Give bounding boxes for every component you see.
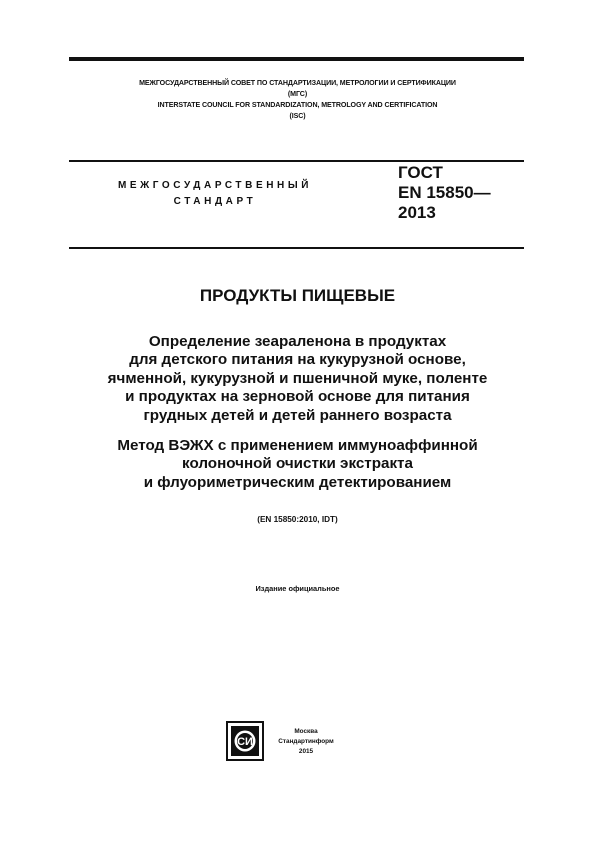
- method-line: колоночной очистки экстракта: [182, 455, 413, 473]
- method-line: Метод ВЭЖХ с применением иммуноаффинной: [117, 437, 478, 454]
- council-abbr-en: (ISC): [289, 112, 306, 120]
- standard-kind-line1: МЕЖГОСУДАРСТВЕННЫЙ: [117, 180, 313, 191]
- standard-number-line3: 2013: [398, 203, 436, 222]
- subtitle-line: грудных детей и детей раннего возраста: [143, 406, 452, 424]
- subtitle-line: Определение зеараленона в продуктах: [148, 333, 447, 350]
- publisher-block: [266, 727, 346, 757]
- bottom-rule: [69, 247, 524, 249]
- document-title: ПРОДУКТЫ ПИЩЕВЫЕ: [199, 286, 396, 305]
- logo-text: СИ: [237, 736, 253, 748]
- edition-note: Издание официальное: [255, 584, 340, 593]
- council-name-en: INTERSTATE COUNCIL FOR STANDARDIZATION, METROLOGY AND CERTIFICATION: [157, 101, 438, 109]
- standard-identity: (EN 15850:2010, IDT): [257, 515, 338, 524]
- publisher-year: 2015: [298, 748, 314, 755]
- standard-kind: [100, 178, 330, 210]
- method-line: и флуориметрическим детектированием: [143, 473, 452, 491]
- standard-number-line2: EN 15850—: [398, 183, 491, 202]
- middle-rule: [69, 160, 524, 162]
- subtitle-line: и продуктах на зерновой основе для питания: [125, 388, 470, 406]
- publisher-name: Стандартинформ: [278, 738, 334, 745]
- publisher-city: Москва: [294, 728, 318, 735]
- council-abbr-ru: (МГС): [287, 90, 308, 98]
- document-method: [40, 437, 555, 492]
- standard-kind-line2: СТАНДАРТ: [173, 196, 257, 207]
- standard-number-line1: ГОСТ: [398, 163, 443, 182]
- standartinform-logo-icon: [226, 721, 264, 761]
- subtitle-line: для детского питания на кукурузной основе,: [129, 351, 466, 369]
- standard-number: [398, 163, 491, 223]
- council-header: [60, 78, 535, 122]
- council-name-ru: МЕЖГОСУДАРСТВЕННЫЙ СОВЕТ ПО СТАНДАРТИЗАЦИИ, МЕТРОЛОГИИ И СЕРТИФИКАЦИИ: [139, 79, 456, 87]
- subtitle-line: ячменной, кукурузной и пшеничной муке, поленте: [107, 369, 488, 387]
- document-subtitle: [40, 333, 555, 425]
- top-rule: [69, 57, 524, 61]
